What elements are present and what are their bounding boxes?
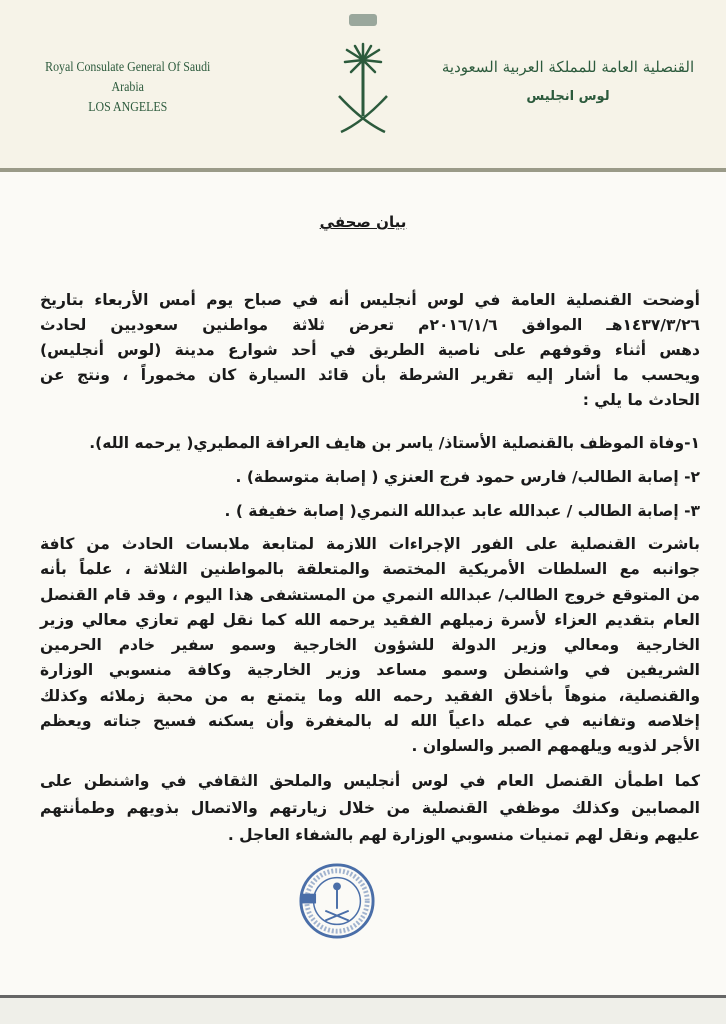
casualty-list [40,426,700,528]
text-line: عليهم ونقل لهم تمنيات منسوبي الوزارة لهم بالشفاء العاجل . [227,826,700,844]
text-line: ويحسب ما أشار إليه تقرير الشرطة بأن قائد السيارة كان مخموراً ، ونتج عن [40,366,700,384]
arabic-letterhead [438,52,698,112]
english-consulate-name: Royal Consulate General Of Saudi Arabia [45,60,211,95]
letterhead-divider [0,168,726,172]
saudi-emblem-icon [333,14,393,144]
text-line: من المتوقع خروج الطالب/ عبدالله النمري من المستشفى هذا اليوم ، وقد قام القنصل [40,585,700,604]
text-line: الحادث ما يلي : [582,391,700,409]
text-line: الخارجية ومعالي وزير الدولة للشؤون الخارجية وسمو سفير خادم الحرمين [40,636,700,655]
document-title: بيان صحفي [319,213,407,231]
arabic-consulate-name: القنصلية العامة للمملكة العربية السعودية [441,58,695,76]
list-item: ٢- إصابة الطالب/ فارس حمود فرج العنزي ( إصابة متوسطة) . [235,468,700,486]
text-line: باشرت القنصلية على الفور الإجراءات اللازمة لمتابعة ملابسات الحادث من كافة [40,535,700,553]
text-line: الأجر لذويه ويلهمهم الصبر والسلوان . [411,737,700,756]
arabic-city: لوس انجليس [526,89,610,104]
paragraph-2 [40,532,700,760]
text-line: أوضحت القنصلية العامة في لوس أنجليس أنه في صباح يوم أمس الأربعاء بتاريخ [40,291,700,309]
text-line: العام بتقديم العزاء لأسرة زميلهم الفقيد يرحمه الله كما نقل لهم تعازي معالي وزير [40,610,700,629]
list-item: ١-وفاة الموظف بالقنصلية الأستاذ/ ياسر بن هايف العرافة المطيري( يرحمه الله). [89,434,700,452]
paragraph-1 [40,288,700,413]
text-line: الشريفين في واشنطن وسمو مساعد وزير الخارجية وكافة منسوبي الوزارة [40,661,700,680]
text-line: المصابين وكذلك موظفي القنصلية من خلال زيارتهم والاتصال بذويهم وطمأنتهم [40,799,700,817]
text-line: ١٤٣٧/٣/٢٦هـ الموافق ٢٠١٦/١/٦م تعرض ثلاثة مواطنين سعوديين لحادث [40,316,700,334]
footer-band [0,998,726,1024]
english-city: LOS ANGELES [88,100,168,115]
text-line: جوانبه مع السلطات الأمريكية المختصة والمتعلقة بالمواطنين الثلاثة ، علماً بأنه [40,560,700,579]
list-item: ٣- إصابة الطالب / عبدالله عابد عبدالله النمري( إصابة خفيفة ) . [224,502,700,520]
paragraph-3 [40,768,700,849]
consulate-stamp-icon [298,862,376,940]
text-line: دهس أثناء وقوفهم على ناصية الطريق في أحد شوارع مدينة (لوس أنجليس) [40,341,700,359]
english-letterhead [30,58,226,118]
text-line: والقنصلية، منوهاً بأخلاق الفقيد رحمه الله وما يتمتع به من محبة زملائه وكذلك [40,686,700,705]
text-line: إخلاصه وتفانيه في عمله داعياً الله له بالمغفرة وأن يسكنه فسيح جناته ويعظم [40,712,700,731]
text-line: كما اطمأن القنصل العام في لوس أنجليس والملحق الثقافي في واشنطن على [40,772,700,790]
